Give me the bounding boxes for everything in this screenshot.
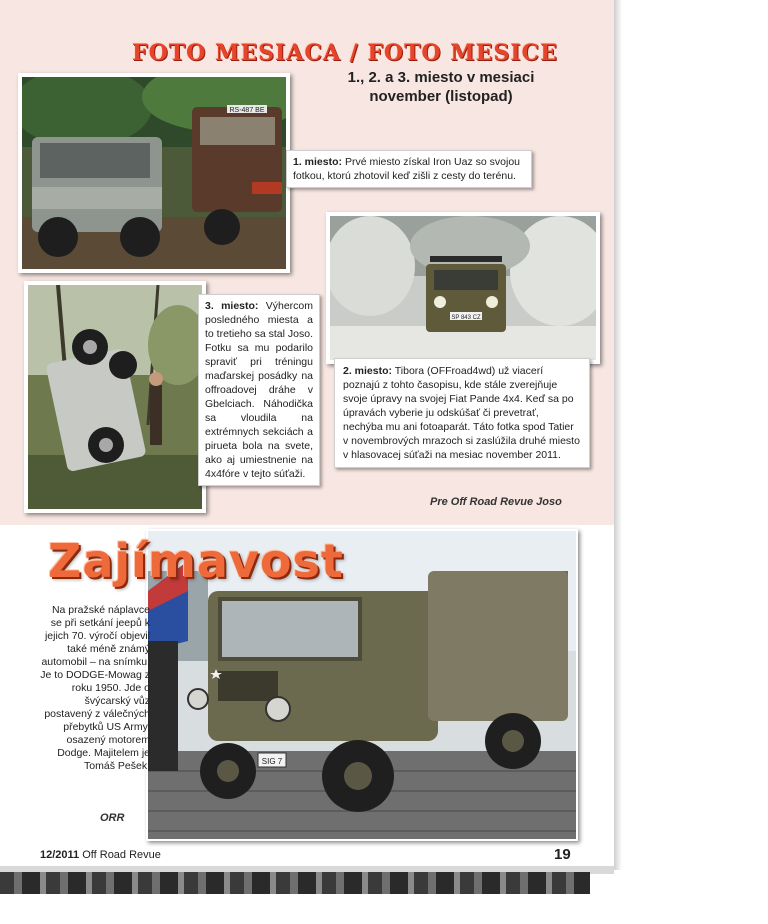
feature-author: ORR	[100, 812, 125, 824]
panda-frost-photo	[330, 216, 596, 360]
mowag-license-plate: SIG 7	[261, 757, 283, 766]
footer-magazine-name: Off Road Revue	[82, 849, 161, 861]
uaz-license-plate: RS-487 BE	[229, 107, 265, 114]
caption-first-label: 1. miesto:	[293, 156, 343, 168]
photo-third-place	[24, 281, 206, 513]
caption-third-label: 3. miesto:	[205, 300, 259, 312]
photo-first-place	[18, 73, 290, 273]
panda-license-plate: SP 843 CZ	[451, 315, 481, 321]
caption-second-text: Tibora (OFFroad4wd) už viacerí poznajú z tohto časopisu, kde stále zverejňuje svoje úpravy na svojej Fiat Pande 4x4. Keď sa po úpravách vyberie ju odskúšať či prevetrať, nechýba mu ani fotoaparát. Táto fotka spod Tatier v novembrových mrazoch si zaslúžila druhé miesto v hlasovacej súťaži na mesiac november 2011.	[343, 365, 580, 461]
uaz-mud-photo	[22, 77, 286, 269]
page-edge-shadow	[614, 0, 622, 870]
photo-credit: Pre Off Road Revue Joso	[430, 496, 562, 508]
photo-second-place	[326, 212, 600, 364]
section-title: FOTO MESIACA / FOTO MESICE	[132, 40, 558, 66]
feature-text: Na pražské náplavce se při setkání jeepů k jejich 70. výročí objevil také méně známý automobil – na snímku. Je to DODGE-Mowag z roku 1950. Jde o švýcarský vůz postavený z válečných přebytků US Army, osazený motorem Dodge. Majitelem je Tomáš Pešek.	[40, 604, 150, 772]
scan-edge-strip	[0, 872, 590, 894]
footer-page-number: 19	[554, 846, 571, 863]
caption-first-place	[286, 150, 532, 188]
caption-second-label: 2. miesto:	[343, 365, 393, 377]
feature-title: Zajímavost	[48, 534, 344, 588]
section-subtitle: 1., 2. a 3. miesto v mesiaci november (listopad)	[347, 69, 535, 105]
caption-third-text: Výhercom posledného miesta a to tretieho sa stal Joso. Fotku sa mu podarilo spraviť pri tréningu maďarskej posádky na offroadovej dráhe v Gbelciach. Náhodička sa vloudila na extrémnych sekciách a pirueta bola na svete, ako aj umiestnenie na 4x4fóre v tejto súťaži.	[205, 300, 314, 480]
caption-third-place	[198, 294, 320, 486]
footer-issue	[40, 849, 161, 861]
rolled-jeep-photo	[28, 285, 202, 509]
caption-second-place	[334, 358, 590, 468]
caption-first-text: Prvé miesto získal Iron Uaz so svojou fotkou, ktorú zhotovil keď zišli z cesty do terénu.	[293, 156, 521, 182]
footer-issue-number: 12/2011	[40, 849, 80, 861]
